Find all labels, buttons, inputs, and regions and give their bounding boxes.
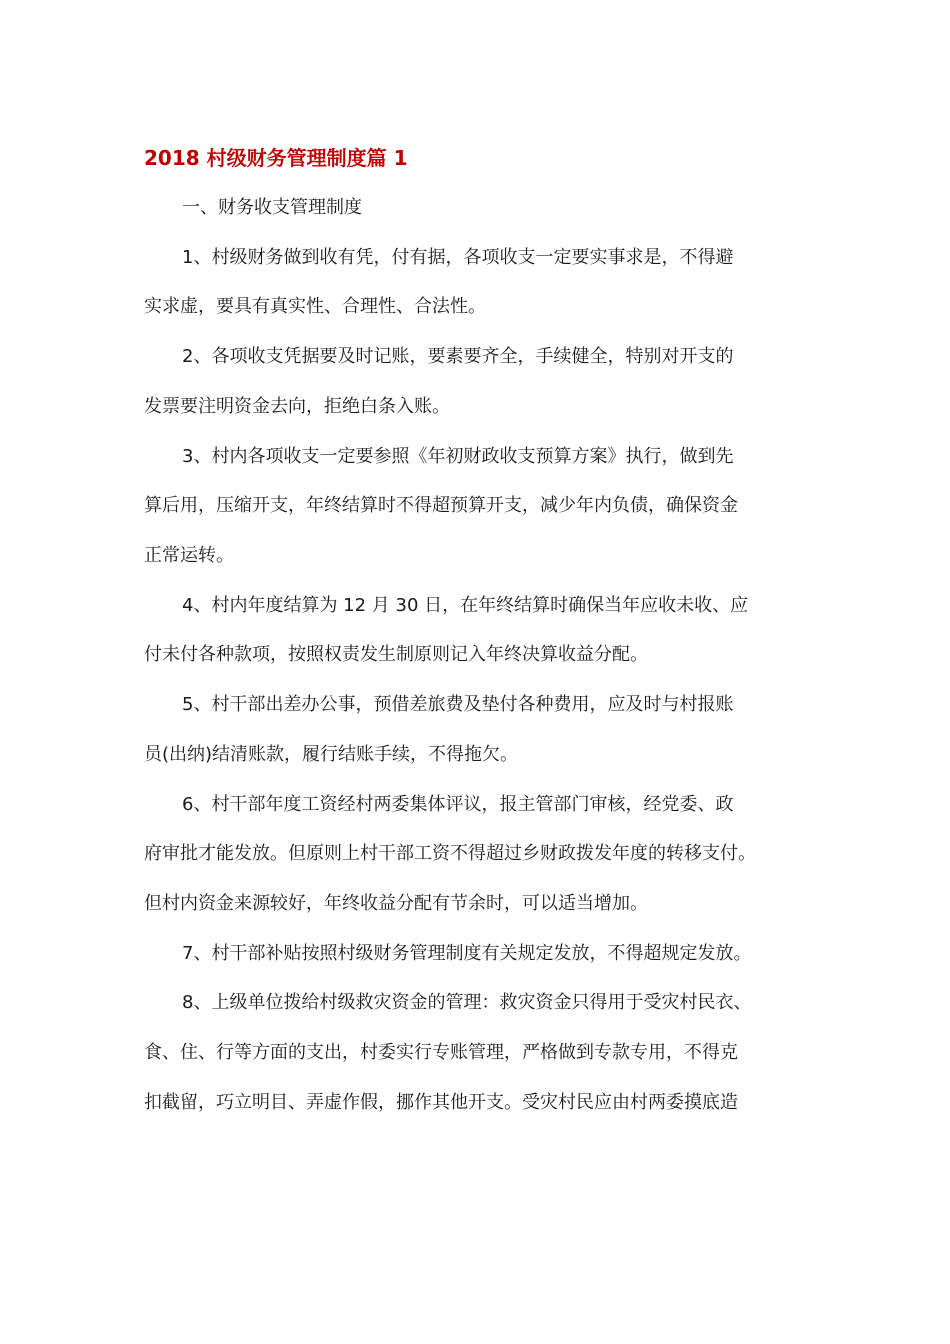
paragraph-line: 扣截留，巧立明目、弄虚作假，挪作其他开支。受灾村民应由村两委摸底造: [144, 1092, 738, 1113]
paragraph-line: 正常运转。: [144, 545, 234, 566]
paragraph-line: 4、村内年度结算为 12 月 30 日，在年终结算时确保当年应收未收、应: [182, 595, 749, 616]
paragraph-line: 发票要注明资金去向，拒绝白条入账。: [144, 396, 450, 417]
paragraph-line: 府审批才能发放。但原则上村干部工资不得超过乡财政拨发年度的转移支付。: [144, 843, 756, 864]
paragraph-line: 5、村干部出差办公事，预借差旅费及垫付各种费用，应及时与村报账: [182, 694, 734, 715]
paragraph-line: 员(出纳)结清账款，履行结账手续，不得拖欠。: [144, 744, 519, 765]
paragraph-line: 付未付各种款项，按照权责发生制原则记入年终决算收益分配。: [144, 644, 648, 665]
paragraph-line: 1、村级财务做到收有凭，付有据，各项收支一定要实事求是，不得避: [182, 247, 734, 268]
paragraph-line: 8、上级单位拨给村级救灾资金的管理：救灾资金只得用于受灾村民衣、: [182, 992, 752, 1013]
paragraph-line: 6、村干部年度工资经村两委集体评议，报主管部门审核，经党委、政: [182, 794, 734, 815]
paragraph-line: 但村内资金来源较好，年终收益分配有节余时，可以适当增加。: [144, 893, 648, 914]
paragraph-line: 算后用，压缩开支，年终结算时不得超预算开支，减少年内负债，确保资金: [144, 495, 738, 516]
paragraph-line: 食、住、行等方面的支出，村委实行专账管理，严格做到专款专用，不得克: [144, 1042, 738, 1063]
section-heading: 一、财务收支管理制度: [182, 197, 362, 218]
document-title: 2018 村级财务管理制度篇 1: [144, 146, 408, 170]
paragraph-line: 实求虚，要具有真实性、合理性、合法性。: [144, 296, 486, 317]
paragraph-line: 7、村干部补贴按照村级财务管理制度有关规定发放，不得超规定发放。: [182, 943, 752, 964]
paragraph-line: 2、各项收支凭据要及时记账，要素要齐全，手续健全，特别对开支的: [182, 346, 734, 367]
paragraph-line: 3、村内各项收支一定要参照《年初财政收支预算方案》执行，做到先: [182, 446, 734, 467]
